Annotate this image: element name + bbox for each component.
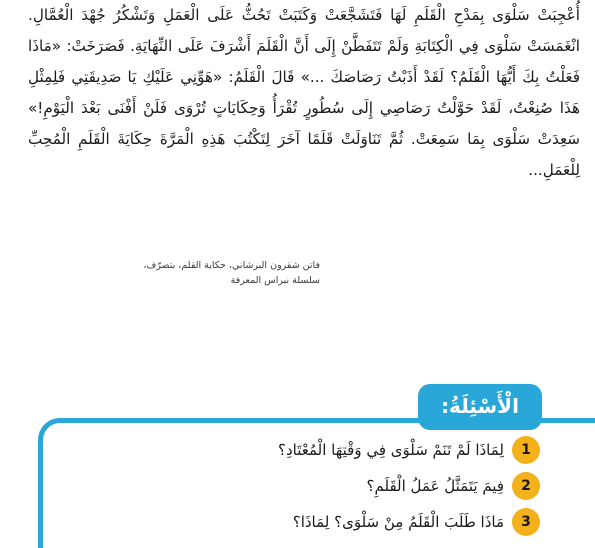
source-author-title: فاتن شقرون البرشاني، حكاية القلم، بتصرّف، [143, 260, 320, 271]
questions-list [90, 432, 540, 540]
story-text-block [28, 0, 580, 186]
question-item [90, 504, 540, 540]
question-text: مَاذَا طَلَبَ الْقَلَمُ مِنْ سَلْوَى؟ لِمَاذَا؟ [292, 513, 504, 531]
question-text: فِيمَ يَتَمَثَّلُ عَمَلُ الْقَلَمِ؟ [366, 477, 504, 495]
question-number-badge: 2 [512, 472, 540, 500]
story-paragraph: أُعْجِبَتْ سَلْوَى بِمَدْحِ الْقَلَمِ لَهَا فَتَشَجَّعَتْ وَكَتَبَتْ تَحُثُّ عَلَى الْعَمَلِ وَتَشْكُرُ جُهْدَ الْعُمَّالِ. انْغَمَسَتْ سَلْوَى فِي الْكِتَابَةِ وَلَمْ تَتَفَطَّنْ إِلَى أَنَّ الْقَلَمَ أَشْرَفَ عَلَى النِّهَايَةِ. فَصَرَخَتْ: «مَاذَا فَعَلْتُ بِكَ أَيُّهَا الْقَلَمُ؟ لَقَدْ أَذَبْتُ رَصَاصَكَ ...» قَالَ الْقَلَمُ: «هَوِّنِي عَلَيْكِ يَا صَدِيقَتِي فَلِمِثْلِ هَذَا صُنِعْتُ، لَقَدْ حَوَّلْتُ رَصَاصِي إِلَى سُطُورٍ تُقْرَأُ وَحِكَايَاتٍ تُرْوَى فَلَنْ أَفْنَى بَعْدَ الْيَوْمِ!» سَعِدَتْ سَلْوَى بِمَا سَمِعَتْ. ثُمَّ تَنَاوَلَتْ قَلَمًا آخَرَ لِتَكْتُبَ هَذِهِ الْمَرَّةَ حِكَايَةَ الْقَلَمِ الْمُحِبِّ لِلْعَمَلِ... [28, 6, 580, 179]
question-item [90, 468, 540, 504]
source-series: سلسلة نبراس المعرفة [230, 275, 320, 286]
question-number-badge: 3 [512, 508, 540, 536]
question-text: لِمَاذَا لَمْ تَنَمْ سَلْوَى فِي وَقْتِهَا الْمُعْتَادِ؟ [277, 441, 504, 459]
source-citation [60, 258, 320, 288]
question-number-badge: 1 [512, 436, 540, 464]
questions-title: الْأَسْئِلَةُ: [418, 384, 542, 430]
question-item [90, 432, 540, 468]
